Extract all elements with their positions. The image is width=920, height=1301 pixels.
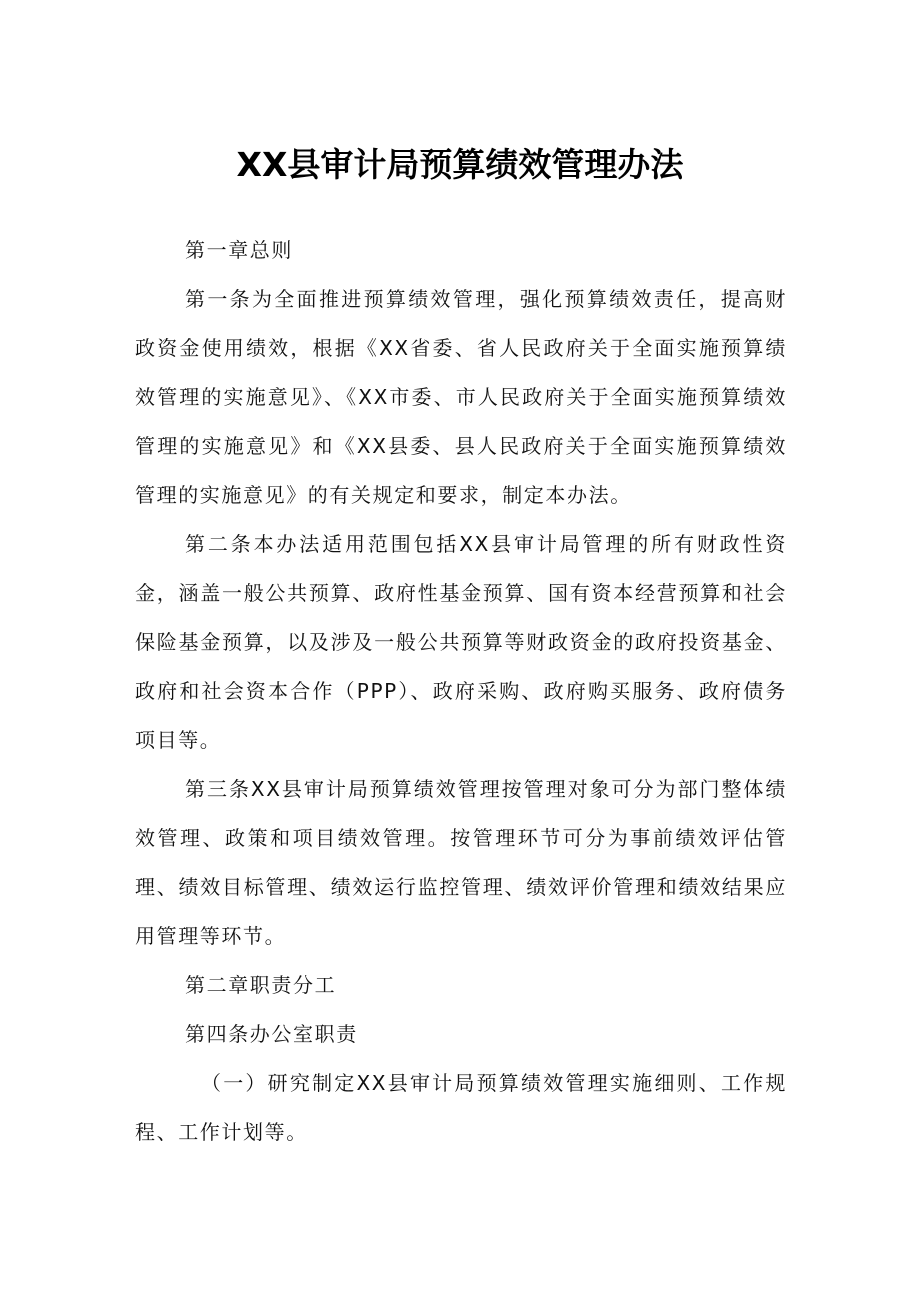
document-title: XX县审计局预算绩效管理办法 — [236, 145, 684, 185]
article-2-paragraph: 第二条本办法适用范围包括XX县审计局管理的所有财政性资金，涵盖一般公共预算、政府性基金预算、国有资本经营预算和社会保险基金预算，以及涉及一般公共预算等财政资金的政府投资基金、政府和社会资本合作（PPP）、政府采购、政府购买服务、政府债务项目等。 — [135, 532, 787, 752]
article-3-paragraph: 第三条XX县审计局预算绩效管理按管理对象可分为部门整体绩效管理、政策和项目绩效管理。按管理环节可分为事前绩效评估管理、绩效目标管理、绩效运行监控管理、绩效评价管理和绩效结果应用管理等环节。 — [135, 777, 787, 948]
article-4-item-1: （一）研究制定XX县审计局预算绩效管理实施细则、工作规程、工作计划等。 — [135, 1071, 787, 1144]
chapter-heading-responsibilities: 第二章职责分工 — [185, 973, 337, 997]
article-4-heading: 第四条办公室职责 — [185, 1022, 358, 1046]
document-body — [135, 226, 787, 1157]
chapter-heading-general: 第一章总则 — [185, 238, 293, 262]
article-1-paragraph: 第一条为全面推进预算绩效管理，强化预算绩效责任，提高财政资金使用绩效，根据《XX省委、省人民政府关于全面实施预算绩效管理的实施意见》、《XX市委、市人民政府关于全面实施预算绩效管理的实施意见》和《XX县委、县人民政府关于全面实施预算绩效管理的实施意见》的有关规定和要求，制定本办法。 — [135, 287, 787, 507]
